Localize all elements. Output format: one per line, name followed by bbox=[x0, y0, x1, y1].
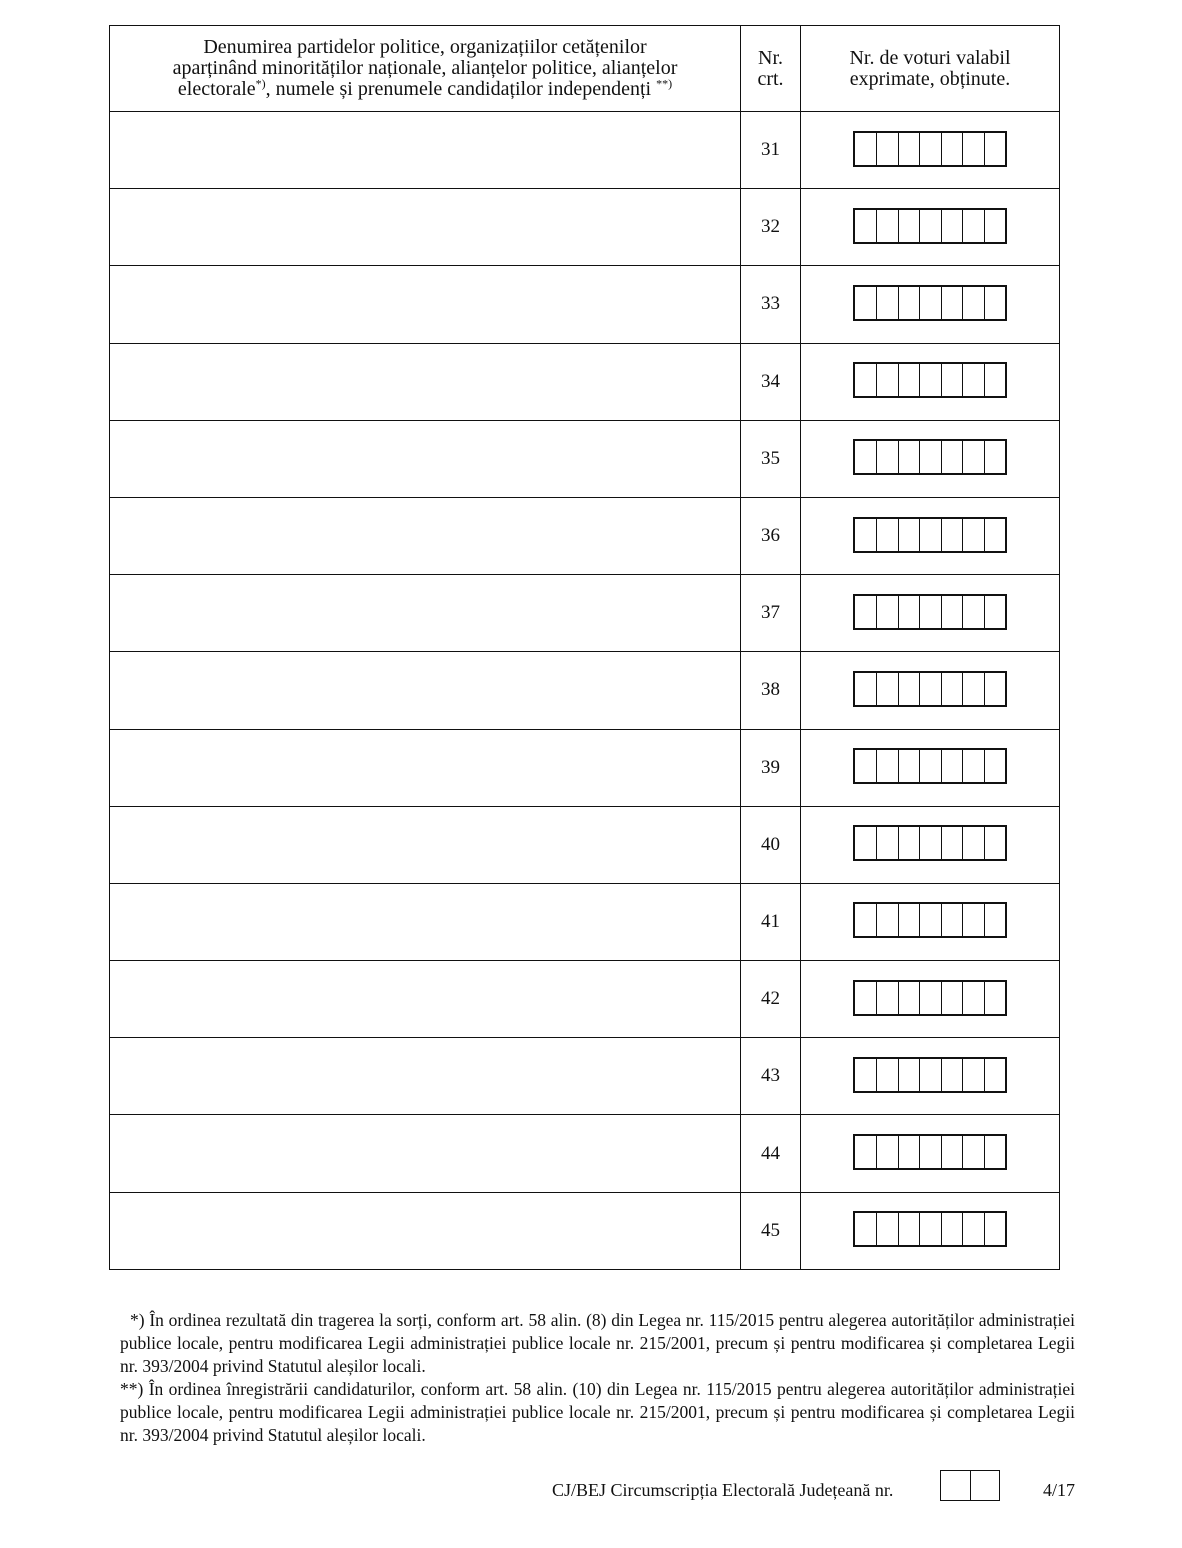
table-row bbox=[110, 1038, 1060, 1115]
votes-cell bbox=[801, 189, 1060, 266]
table-row bbox=[110, 266, 1060, 343]
row-number: 41 bbox=[741, 883, 801, 960]
votes-cell bbox=[801, 497, 1060, 574]
vote-digit-boxes[interactable] bbox=[853, 362, 1008, 398]
footnotes bbox=[120, 1309, 1075, 1447]
votes-cell bbox=[801, 575, 1060, 652]
table-row bbox=[110, 729, 1060, 806]
votes-cell bbox=[801, 883, 1060, 960]
party-name-cell[interactable] bbox=[110, 189, 741, 266]
header-votes-line2: exprimate, obținute. bbox=[849, 67, 1011, 90]
row-number: 34 bbox=[741, 343, 801, 420]
row-number: 44 bbox=[741, 1115, 801, 1192]
vote-digit-boxes[interactable] bbox=[853, 671, 1008, 707]
vote-digit-boxes[interactable] bbox=[853, 285, 1008, 321]
votes-cell bbox=[801, 1192, 1060, 1269]
party-name-cell[interactable] bbox=[110, 575, 741, 652]
footnote-marker-2: **) bbox=[656, 76, 673, 91]
votes-cell bbox=[801, 1115, 1060, 1192]
table-row bbox=[110, 806, 1060, 883]
header-party-line2: aparținând minorităților naționale, alianțelor politice, alianțelor bbox=[172, 57, 678, 79]
party-name-cell[interactable] bbox=[110, 729, 741, 806]
vote-digit-boxes[interactable] bbox=[853, 1211, 1008, 1247]
county-number-boxes[interactable] bbox=[940, 1470, 1000, 1501]
row-number: 45 bbox=[741, 1192, 801, 1269]
page-footer bbox=[552, 1470, 1075, 1504]
party-name-cell[interactable] bbox=[110, 497, 741, 574]
table-row bbox=[110, 189, 1060, 266]
party-name-cell[interactable] bbox=[110, 343, 741, 420]
row-number: 42 bbox=[741, 961, 801, 1038]
row-number: 32 bbox=[741, 189, 801, 266]
votes-cell bbox=[801, 729, 1060, 806]
vote-digit-boxes[interactable] bbox=[853, 980, 1008, 1016]
vote-digit-boxes[interactable] bbox=[853, 1057, 1008, 1093]
votes-cell bbox=[801, 343, 1060, 420]
party-name-cell[interactable] bbox=[110, 883, 741, 960]
row-number: 36 bbox=[741, 497, 801, 574]
party-name-cell[interactable] bbox=[110, 806, 741, 883]
header-votes-line1: Nr. de voturi valabil bbox=[849, 46, 1011, 69]
vote-digit-boxes[interactable] bbox=[853, 208, 1008, 244]
row-number: 31 bbox=[741, 112, 801, 189]
table-row bbox=[110, 112, 1060, 189]
party-name-cell[interactable] bbox=[110, 1038, 741, 1115]
header-votes bbox=[801, 26, 1060, 112]
header-nr-line2: crt. bbox=[757, 67, 784, 90]
vote-digit-boxes[interactable] bbox=[853, 131, 1008, 167]
party-name-cell[interactable] bbox=[110, 266, 741, 343]
table-row bbox=[110, 497, 1060, 574]
table-row bbox=[110, 883, 1060, 960]
header-party-name bbox=[110, 26, 741, 112]
table-row bbox=[110, 420, 1060, 497]
party-name-cell[interactable] bbox=[110, 652, 741, 729]
votes-cell bbox=[801, 806, 1060, 883]
vote-digit-boxes[interactable] bbox=[853, 902, 1008, 938]
votes-cell bbox=[801, 112, 1060, 189]
header-nr-line1: Nr. bbox=[758, 46, 783, 69]
votes-cell bbox=[801, 266, 1060, 343]
header-party-line3a: electorale bbox=[177, 78, 256, 100]
footnote-marker-1: *) bbox=[255, 76, 266, 91]
row-number: 39 bbox=[741, 729, 801, 806]
table-row bbox=[110, 1192, 1060, 1269]
vote-digit-boxes[interactable] bbox=[853, 825, 1008, 861]
row-number: 33 bbox=[741, 266, 801, 343]
vote-digit-boxes[interactable] bbox=[853, 748, 1008, 784]
row-number: 40 bbox=[741, 806, 801, 883]
footer-label: CJ/BEJ Circumscripția Electorală Județeană nr. bbox=[552, 1480, 894, 1500]
table-row bbox=[110, 652, 1060, 729]
table-row bbox=[110, 575, 1060, 652]
footnote-1: *) În ordinea rezultată din tragerea la sorți, conform art. 58 alin. (8) din Legea nr. 115/2015 pentru alegerea autorităților administrației publice locale, pentru modificarea Legii administrației publice locale nr. 215/2001, precum și pentru modificarea și completarea Legii nr. 393/2004 privind Statutul aleșilor locali. bbox=[120, 1310, 1075, 1376]
votes-cell bbox=[801, 1038, 1060, 1115]
vote-digit-boxes[interactable] bbox=[853, 517, 1008, 553]
party-name-cell[interactable] bbox=[110, 1192, 741, 1269]
page-number: 4/17 bbox=[1042, 1480, 1075, 1500]
header-row bbox=[110, 26, 1060, 112]
vote-digit-boxes[interactable] bbox=[853, 1134, 1008, 1170]
results-table bbox=[109, 25, 1060, 1270]
table-row bbox=[110, 961, 1060, 1038]
vote-digit-boxes[interactable] bbox=[853, 439, 1008, 475]
party-name-cell[interactable] bbox=[110, 1115, 741, 1192]
table-row bbox=[110, 1115, 1060, 1192]
row-number: 43 bbox=[741, 1038, 801, 1115]
row-number: 38 bbox=[741, 652, 801, 729]
votes-cell bbox=[801, 961, 1060, 1038]
header-party-line3b: , numele și prenumele candidaților independenți bbox=[265, 78, 652, 100]
vote-digit-boxes[interactable] bbox=[853, 594, 1008, 630]
votes-cell bbox=[801, 420, 1060, 497]
party-name-cell[interactable] bbox=[110, 112, 741, 189]
party-name-cell[interactable] bbox=[110, 420, 741, 497]
header-nr-crt bbox=[741, 26, 801, 112]
table-row bbox=[110, 343, 1060, 420]
header-party-line1: Denumirea partidelor politice, organizațiilor cetățenilor bbox=[203, 36, 647, 58]
party-name-cell[interactable] bbox=[110, 961, 741, 1038]
row-number: 35 bbox=[741, 420, 801, 497]
row-number: 37 bbox=[741, 575, 801, 652]
votes-cell bbox=[801, 652, 1060, 729]
footnote-2: **) În ordinea înregistrării candidaturilor, conform art. 58 alin. (10) din Legea nr. 115/2015 pentru alegerea autorităților administrației publice locale, pentru modificarea Legii administrației publice locale nr. 215/2001, precum și pentru modificarea și completarea Legii nr. 393/2004 privind Statutul aleșilor locali. bbox=[120, 1379, 1075, 1445]
